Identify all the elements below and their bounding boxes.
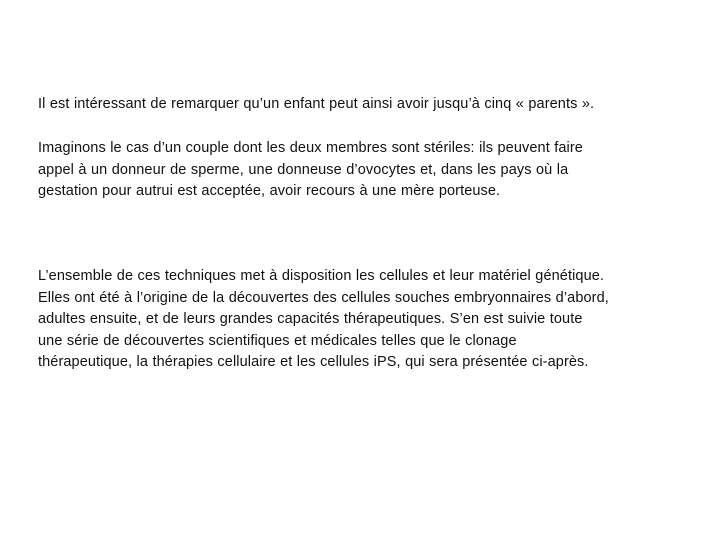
paragraph-line: gestation pour autrui est acceptée, avoir recours à une mère porteuse.: [38, 183, 501, 199]
paragraph-line: Il est intéressant de remarquer qu’un enfant peut ainsi avoir jusqu’à cinq « parents ».: [38, 96, 595, 112]
paragraph-line: une série de découvertes scientifiques et médicales telles que le clonage: [38, 332, 517, 349]
paragraph-line: L’ensemble de ces techniques met à disposition les cellules et leur matériel génétique.: [38, 268, 605, 284]
paragraph-line: adultes ensuite, et de leurs grandes capacités thérapeutiques. S’en est suivie toute: [38, 311, 583, 327]
paragraph-line: appel à un donneur de sperme, une donneuse d’ovocytes et, dans les pays où la: [38, 161, 569, 178]
paragraph-line: thérapeutique, la thérapies cellulaire et les cellules iPS, qui sera présentée ci-après.: [38, 354, 589, 370]
paragraph-techniques: [38, 266, 688, 374]
paragraph-parents: [38, 94, 688, 116]
paragraph-sterile-couple: [38, 138, 688, 203]
paragraph-line: Elles ont été à l’origine de la découvertes des cellules souches embryonnaires d’abord,: [38, 289, 609, 306]
paragraph-line: Imaginons le cas d’un couple dont les deux membres sont stériles: ils peuvent faire: [38, 140, 583, 156]
